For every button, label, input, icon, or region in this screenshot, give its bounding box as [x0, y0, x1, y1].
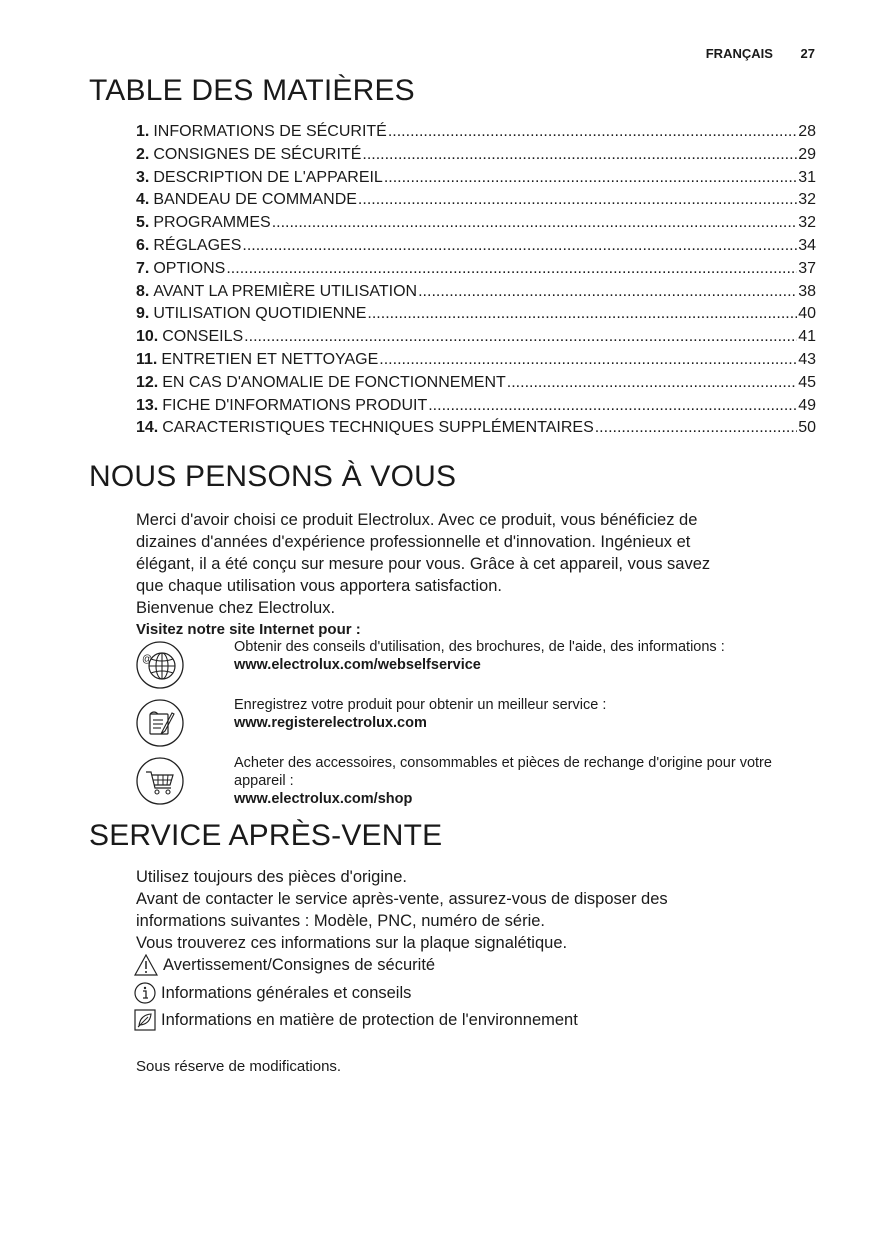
paragraph-line: Merci d'avoir choisi ce produit Electrolux. Avec ce produit, vous bénéficiez de: [136, 511, 698, 529]
toc-item-label: EN CAS D'ANOMALIE DE FONCTIONNEMENT: [162, 373, 506, 391]
nous-pensons-title: NOUS PENSONS À VOUS: [89, 460, 457, 493]
paragraph-line: informations suivantes : Modèle, PNC, numéro de série.: [136, 912, 546, 930]
info-icon: [134, 982, 156, 1004]
toc-leader: [595, 417, 797, 440]
toc-item-number: 5.: [136, 214, 150, 232]
toc-item-label: CARACTERISTIQUES TECHNIQUES SUPPLÉMENTAIRES: [162, 419, 594, 437]
link-url[interactable]: www.registerelectrolux.com: [234, 715, 427, 731]
toc-item-page: 41: [798, 328, 816, 346]
toc-item-label: CONSEILS: [162, 328, 244, 346]
legend-label: Informations en matière de protection de l'environnement: [161, 1010, 578, 1029]
toc-item-page: 37: [798, 259, 816, 277]
link-description: [234, 696, 814, 732]
toc-item-page: 32: [798, 191, 816, 209]
toc-item-label: ENTRETIEN ET NETTOYAGE: [161, 350, 379, 368]
nous-pensons-text: [136, 509, 796, 641]
toc-leader: [226, 258, 797, 281]
page-header: [706, 46, 815, 61]
toc-item-label: RÉGLAGES: [153, 236, 242, 254]
toc-item-label: PROGRAMMES: [153, 214, 271, 232]
link-url[interactable]: www.electrolux.com/shop: [234, 791, 413, 807]
toc-item-label: FICHE D'INFORMATIONS PRODUIT: [162, 396, 428, 414]
toc-leader: [244, 326, 797, 349]
toc-item-number: 13.: [136, 396, 159, 414]
toc-item-label: DESCRIPTION DE L'APPAREIL: [153, 168, 383, 186]
toc-item-label: OPTIONS: [153, 259, 226, 277]
globe-icon: [136, 641, 184, 689]
toc-item[interactable]: [136, 349, 816, 372]
paragraph-line: dizaines d'années d'expérience professionnelle et d'innovation. Ingénieux et: [136, 533, 691, 551]
toc-item-label: CONSIGNES DE SÉCURITÉ: [153, 145, 362, 163]
link-description: [234, 754, 814, 808]
toc-item-number: 11.: [136, 350, 158, 368]
visit-heading: Visitez notre site Internet pour :: [136, 621, 361, 638]
toc-leader: [418, 281, 797, 304]
toc-item[interactable]: [136, 372, 816, 395]
table-of-contents: [136, 121, 816, 440]
service-text: [136, 866, 796, 954]
link-url[interactable]: www.electrolux.com/webselfservice: [234, 657, 481, 673]
toc-item[interactable]: [136, 281, 816, 304]
toc-leader: [367, 303, 797, 326]
toc-item-number: 7.: [136, 259, 150, 277]
toc-leader: [379, 349, 797, 372]
toc-leader: [358, 189, 797, 212]
paragraph-line: Avant de contacter le service après-vente, assurez-vous de disposer des: [136, 890, 668, 908]
toc-item-number: 6.: [136, 236, 150, 254]
toc-item-page: 43: [798, 350, 816, 368]
toc-item[interactable]: [136, 121, 816, 144]
toc-item-page: 40: [798, 305, 816, 323]
toc-item-number: 8.: [136, 282, 150, 300]
legend-item: [134, 954, 435, 976]
toc-item[interactable]: [136, 395, 816, 418]
register-icon: [136, 699, 184, 747]
toc-item-page: 32: [798, 214, 816, 232]
toc-item-number: 10.: [136, 328, 159, 346]
paragraph-line: Bienvenue chez Electrolux.: [136, 599, 336, 617]
toc-leader: [507, 372, 797, 395]
toc-item[interactable]: [136, 144, 816, 167]
language-label: FRANÇAIS: [705, 46, 773, 61]
toc-item-page: 45: [798, 373, 816, 391]
page-number: 27: [800, 46, 815, 61]
toc-item-label: INFORMATIONS DE SÉCURITÉ: [153, 123, 387, 140]
toc-item[interactable]: [136, 303, 816, 326]
toc-item[interactable]: [136, 212, 816, 235]
toc-leader: [384, 167, 797, 190]
toc-item-page: 34: [798, 236, 816, 254]
link-description: [234, 638, 814, 674]
toc-leader: [242, 235, 797, 258]
toc-item-page: 50: [798, 419, 816, 437]
link-text: Acheter des accessoires, consommables et pièces de rechange d'origine pour votre appareil :: [234, 755, 772, 789]
toc-item-page: 49: [798, 396, 816, 414]
svg-text:@: @: [142, 654, 153, 665]
toc-item-page: 38: [798, 282, 816, 300]
warning-icon: [134, 954, 158, 976]
paragraph-line: Vous trouverez ces informations sur la plaque signalétique.: [136, 934, 568, 952]
toc-leader: [272, 212, 798, 235]
legend-item: [134, 982, 411, 1004]
toc-item-page: 29: [798, 145, 816, 163]
toc-leader: [362, 144, 797, 167]
toc-leader: [388, 121, 797, 144]
toc-item-page: 28: [798, 123, 816, 140]
toc-item-label: AVANT LA PREMIÈRE UTILISATION: [153, 282, 418, 300]
toc-title: TABLE DES MATIÈRES: [89, 74, 415, 107]
toc-item-number: 4.: [136, 191, 150, 209]
toc-item-label: BANDEAU DE COMMANDE: [153, 191, 357, 209]
legend-label: Avertissement/Consignes de sécurité: [163, 955, 436, 974]
paragraph-line: élégant, il a été conçu sur mesure pour vous. Grâce à cet appareil, vous savez: [136, 555, 711, 573]
toc-item[interactable]: [136, 258, 816, 281]
paragraph-line: Utilisez toujours des pièces d'origine.: [136, 868, 407, 886]
legend-label: Informations générales et conseils: [161, 983, 412, 1002]
service-title: SERVICE APRÈS-VENTE: [89, 819, 443, 852]
paragraph-line: que chaque utilisation vous apportera satisfaction.: [136, 577, 502, 595]
toc-item-number: 9.: [136, 305, 150, 323]
toc-item[interactable]: [136, 167, 816, 190]
leaf-icon: [134, 1009, 156, 1031]
toc-item-page: 31: [798, 168, 816, 186]
toc-item-number: 14.: [136, 419, 159, 437]
toc-leader: [428, 395, 797, 418]
toc-item-number: 3.: [136, 168, 150, 186]
footer-note: Sous réserve de modifications.: [136, 1058, 342, 1075]
link-text: Enregistrez votre produit pour obtenir un meilleur service :: [234, 697, 607, 713]
toc-item-label: UTILISATION QUOTIDIENNE: [153, 305, 367, 323]
legend-item: [134, 1009, 578, 1031]
toc-item[interactable]: [136, 417, 816, 440]
toc-item[interactable]: [136, 235, 816, 258]
toc-item[interactable]: [136, 189, 816, 212]
toc-item-number: 2.: [136, 145, 150, 163]
toc-item[interactable]: [136, 326, 816, 349]
link-text: Obtenir des conseils d'utilisation, des brochures, de l'aide, des informations :: [234, 639, 725, 655]
toc-item-number: 12.: [136, 373, 159, 391]
toc-item-number: 1.: [136, 123, 150, 140]
cart-icon: [136, 757, 184, 805]
